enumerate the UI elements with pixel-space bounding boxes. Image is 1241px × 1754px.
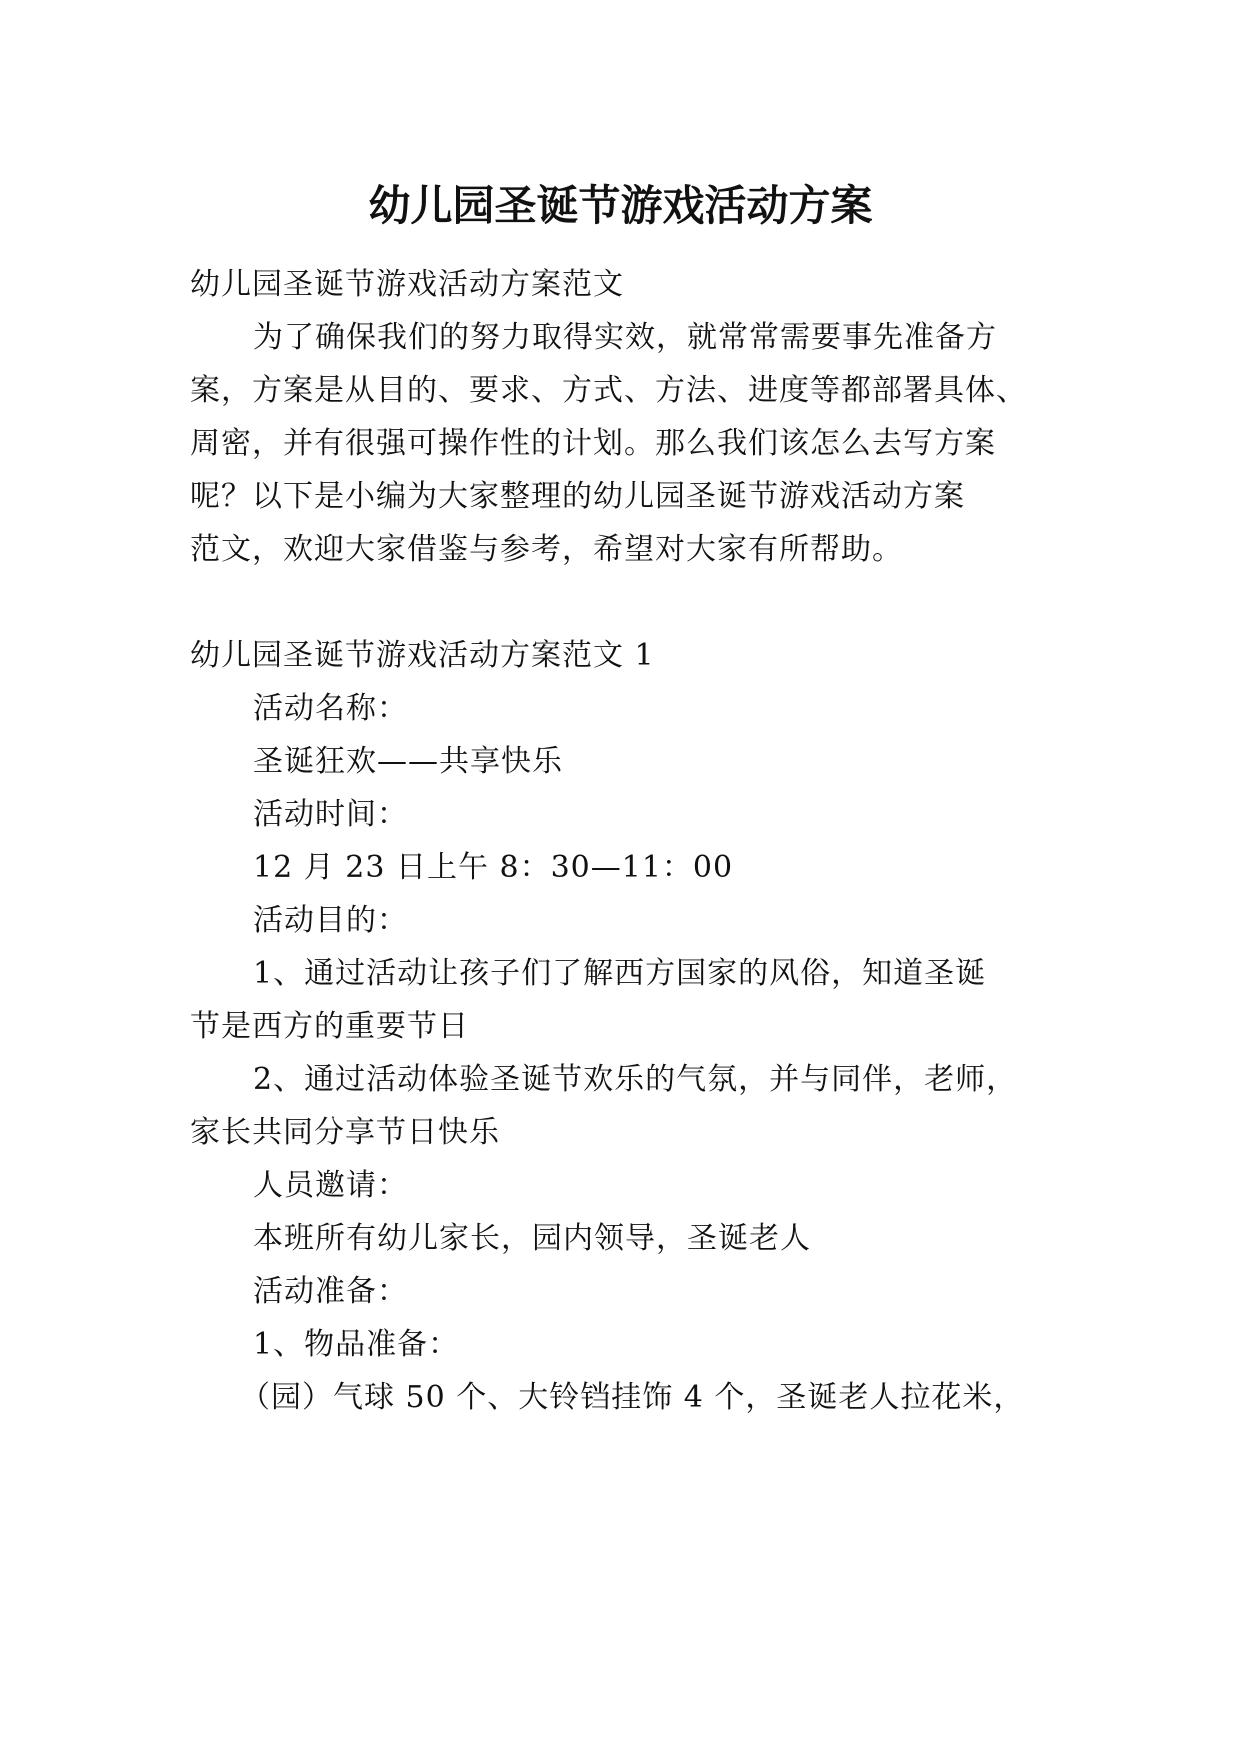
list-item: 1、物品准备： <box>253 1327 460 1362</box>
section-heading: 幼儿园圣诞节游戏活动方案范文 1 <box>190 638 655 673</box>
field-label: 活动时间： <box>253 797 408 832</box>
paragraph-line: 范文，欢迎大家借鉴与参考，希望对大家有所帮助。 <box>190 532 903 567</box>
paragraph-line: 案，方案是从目的、要求、方式、方法、进度等都部署具体、 <box>190 373 1027 408</box>
field-label: 活动目的： <box>253 903 408 938</box>
list-item-continued: 节是西方的重要节日 <box>190 1009 469 1044</box>
field-label: 活动准备： <box>253 1274 408 1309</box>
document-title: 幼儿园圣诞节游戏活动方案 <box>368 181 873 231</box>
field-value: 12 月 23 日上午 8：30—11：00 <box>253 850 734 885</box>
paragraph-line: 呢？以下是小编为大家整理的幼儿园圣诞节游戏活动方案 <box>190 479 965 514</box>
paragraph-line: 周密，并有很强可操作性的计划。那么我们该怎么去写方案 <box>190 426 996 461</box>
subtitle-line: 幼儿园圣诞节游戏活动方案范文 <box>190 267 624 302</box>
list-item: 2、通过活动体验圣诞节欢乐的气氛，并与同伴，老师， <box>253 1062 1018 1097</box>
list-item: 1、通过活动让孩子们了解西方国家的风俗，知道圣诞 <box>253 956 987 991</box>
field-value: 圣诞狂欢——共享快乐 <box>253 744 563 779</box>
field-label: 活动名称： <box>253 691 408 726</box>
field-value: 本班所有幼儿家长，园内领导，圣诞老人 <box>253 1221 811 1256</box>
paragraph-line: （园）气球 50 个、大铃铛挂饰 4 个，圣诞老人拉花米， <box>240 1380 1025 1415</box>
paragraph-line: 为了确保我们的努力取得实效，就常常需要事先准备方 <box>253 320 997 355</box>
list-item-continued: 家长共同分享节日快乐 <box>190 1115 500 1150</box>
field-label: 人员邀请： <box>253 1168 408 1203</box>
